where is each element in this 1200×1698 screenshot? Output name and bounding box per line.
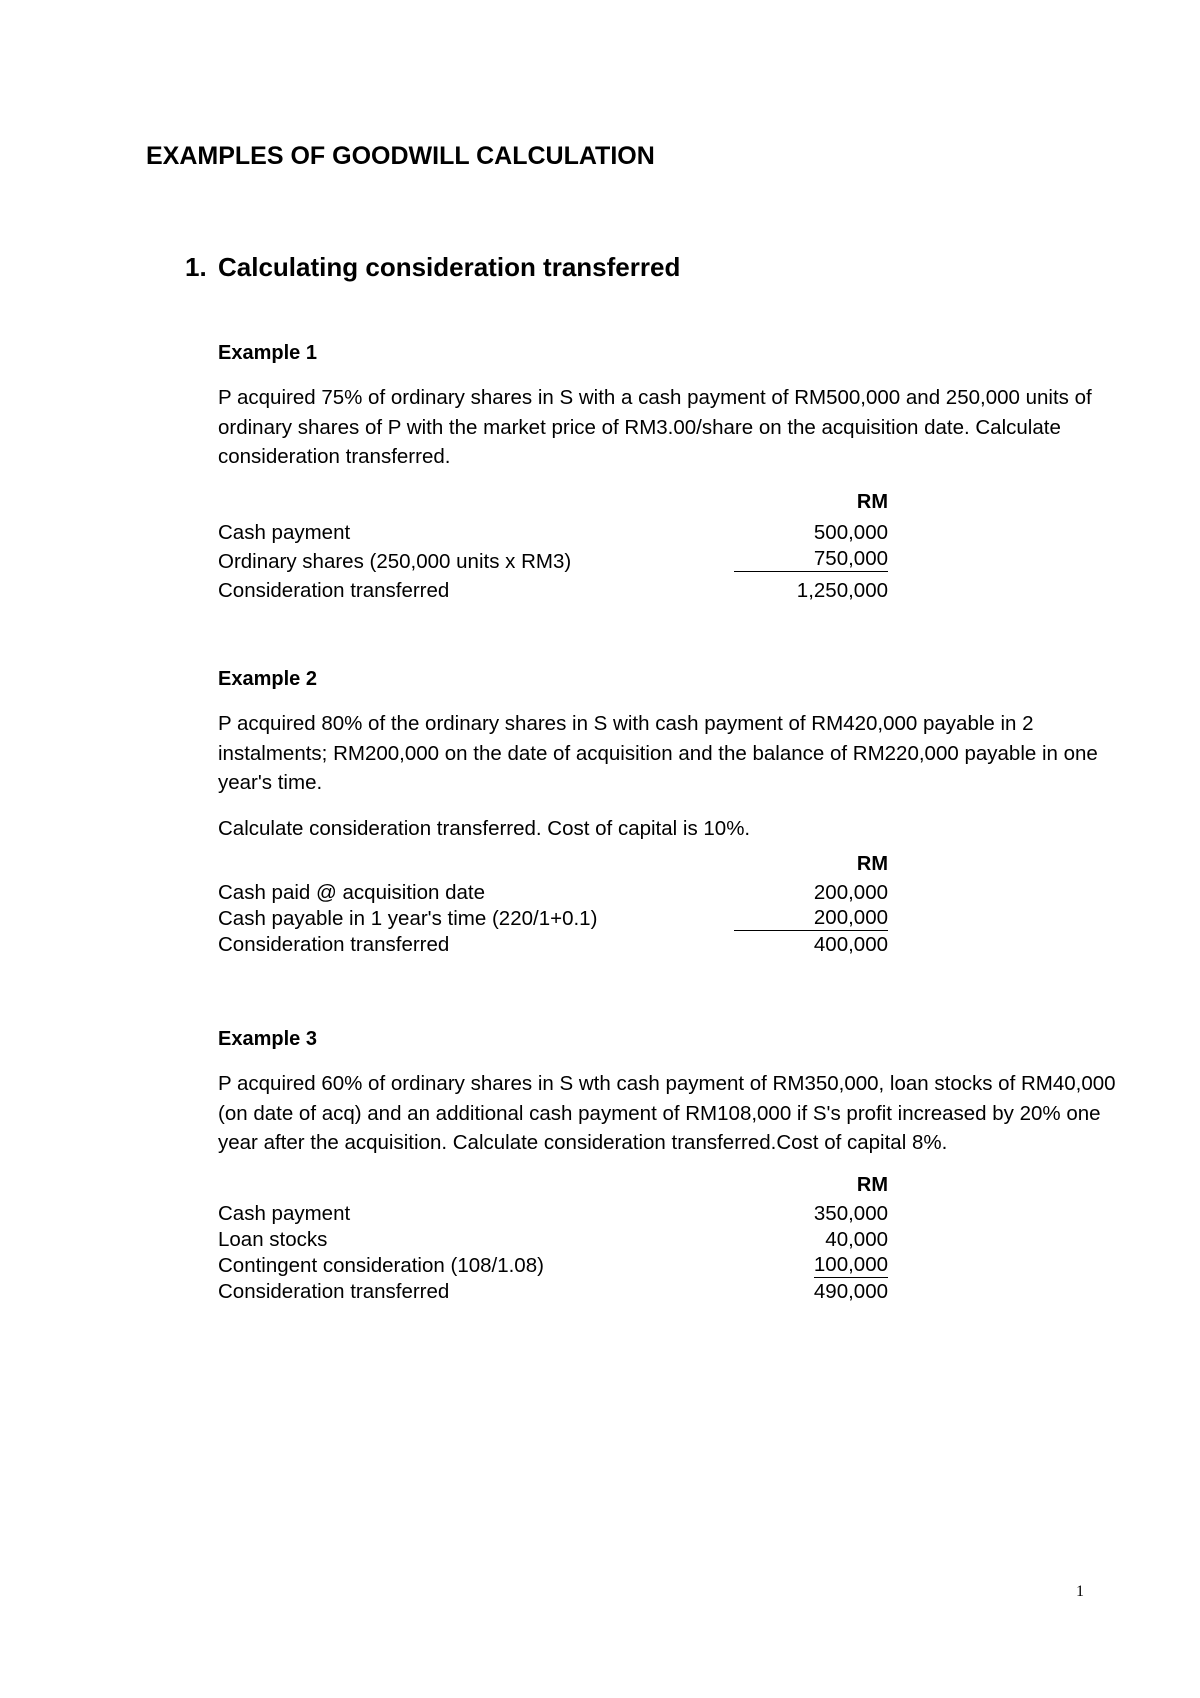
section-number: 1. bbox=[185, 252, 207, 282]
calc-row bbox=[218, 1253, 888, 1279]
calc-row bbox=[218, 547, 888, 576]
example-2 bbox=[218, 669, 1118, 958]
example-paragraph: P acquired 80% of the ordinary shares in S with cash payment of RM420,000 payable in 2 instalments; RM200,000 on the date of acquisition and the balance of RM220,000 payable in one year's time. bbox=[218, 712, 1098, 794]
currency-header: RM bbox=[856, 1173, 888, 1196]
row-label: Cash paid @ acquisition date bbox=[218, 881, 485, 904]
example-heading: Example 3 bbox=[218, 1028, 317, 1050]
row-label: Cash payable in 1 year's time (220/1+0.1) bbox=[218, 907, 598, 930]
calculation-table bbox=[218, 1174, 888, 1305]
row-label: Cash payment bbox=[218, 1201, 351, 1225]
calc-row bbox=[218, 1227, 888, 1253]
currency-header: RM bbox=[856, 853, 888, 875]
row-label: Consideration transferred bbox=[218, 578, 450, 602]
row-label: Cash payment bbox=[218, 520, 351, 544]
row-amount-underlined: 200,000 bbox=[734, 906, 888, 931]
section-heading bbox=[185, 254, 680, 280]
example-heading: Example 2 bbox=[218, 668, 317, 690]
row-amount: 200,000 bbox=[813, 881, 888, 904]
calc-row bbox=[218, 1201, 888, 1227]
calc-row bbox=[218, 880, 888, 906]
row-amount-underlined: 100,000 bbox=[813, 1252, 888, 1276]
row-label: Loan stocks bbox=[218, 1227, 328, 1251]
example-paragraph: P acquired 60% of ordinary shares in S wth cash payment of RM350,000, loan stocks of RM40,000 (on date of acq) and an additional cash payment of RM108,000 if S's profit increased by 20% one year after the acquisition. Calculate consideration transferred.Cost of capital 8%. bbox=[218, 1072, 1116, 1154]
currency-header: RM bbox=[856, 490, 888, 513]
calc-row-total bbox=[218, 932, 888, 958]
calc-row bbox=[218, 518, 888, 547]
calculation-table bbox=[218, 853, 888, 958]
example-heading: Example 1 bbox=[218, 342, 317, 364]
example-3 bbox=[218, 1029, 1118, 1305]
row-amount: 500,000 bbox=[813, 520, 888, 544]
row-label: Consideration transferred bbox=[218, 1279, 450, 1303]
calc-row-total bbox=[218, 576, 888, 605]
calculation-table bbox=[218, 491, 888, 605]
row-label: Ordinary shares (250,000 units x RM3) bbox=[218, 549, 572, 573]
row-amount: 350,000 bbox=[813, 1201, 888, 1225]
row-amount: 490,000 bbox=[813, 1279, 888, 1303]
example-paragraph: P acquired 75% of ordinary shares in S with a cash payment of RM500,000 and 250,000 units of ordinary shares of P with the market price of RM3.00/share on the acquisition date. Calculate consideration transferred. bbox=[218, 386, 1092, 468]
page-number: 1 bbox=[1076, 1583, 1084, 1600]
row-amount: 400,000 bbox=[813, 933, 888, 956]
page-title: EXAMPLES OF GOODWILL CALCULATION bbox=[146, 142, 655, 170]
row-label: Contingent consideration (108/1.08) bbox=[218, 1253, 544, 1277]
row-amount: 1,250,000 bbox=[796, 578, 888, 602]
row-amount-underlined: 750,000 bbox=[734, 547, 888, 572]
calc-row-total bbox=[218, 1279, 888, 1305]
example-paragraph: Calculate consideration transferred. Cost of capital is 10%. bbox=[218, 816, 751, 840]
calc-row bbox=[218, 906, 888, 932]
section-title: Calculating consideration transferred bbox=[218, 252, 681, 282]
row-label: Consideration transferred bbox=[218, 933, 450, 956]
example-1 bbox=[218, 343, 1118, 605]
row-amount: 40,000 bbox=[825, 1227, 888, 1251]
